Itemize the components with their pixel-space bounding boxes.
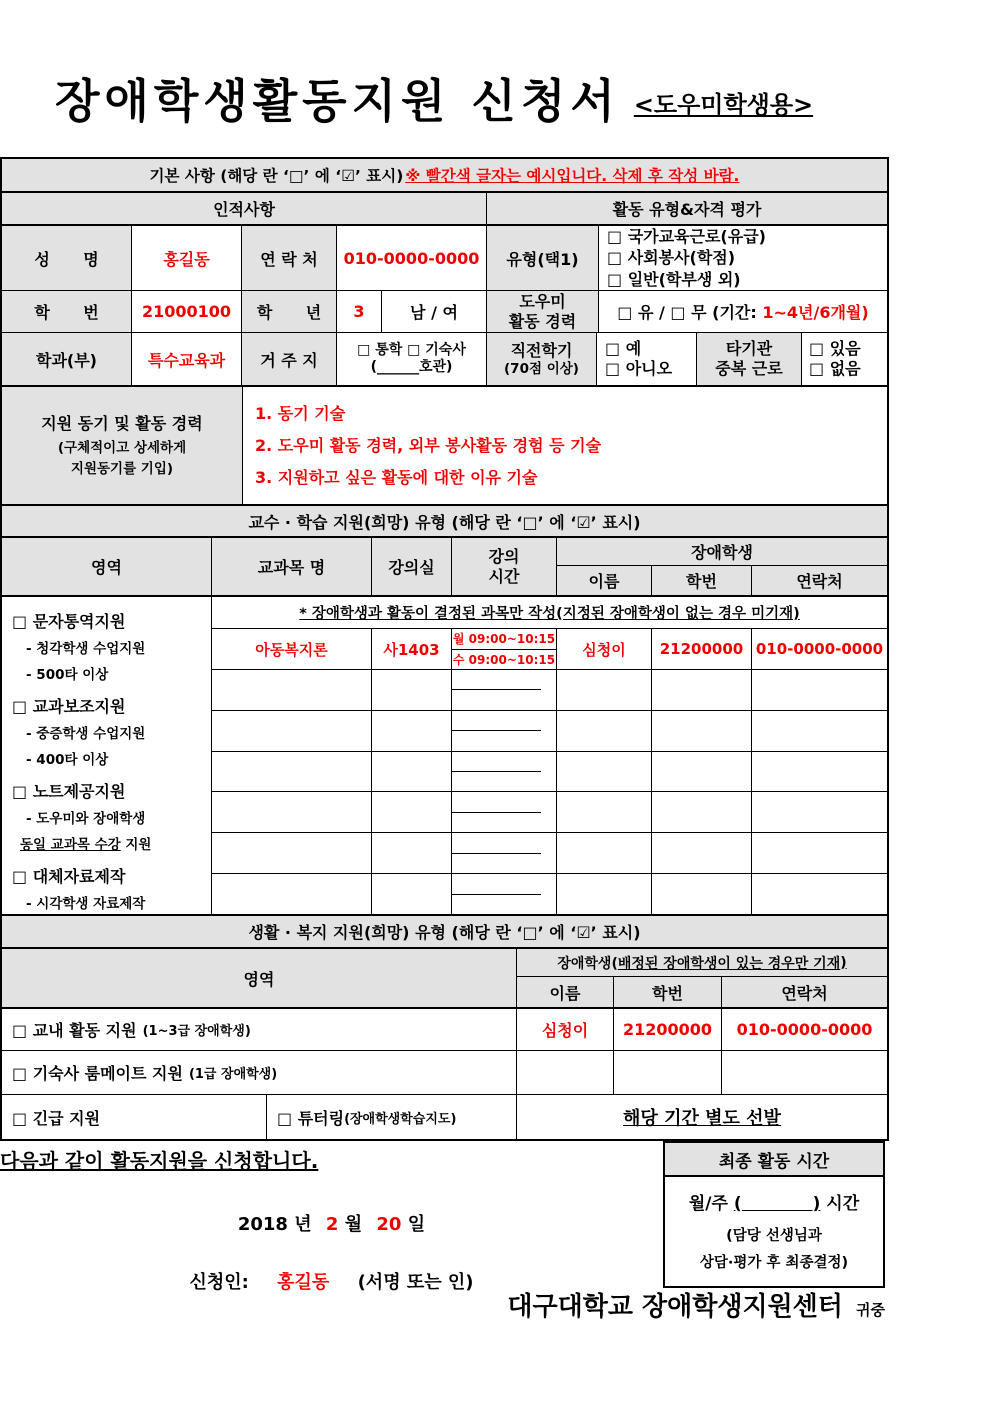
final-time-body bbox=[665, 1177, 883, 1286]
main-form-table bbox=[0, 157, 889, 1141]
table-row bbox=[212, 833, 887, 874]
motive-content-cell[interactable] bbox=[243, 387, 887, 504]
other-org-label bbox=[697, 333, 802, 385]
teaching-column-header-row bbox=[2, 538, 887, 597]
time-cell[interactable] bbox=[452, 874, 557, 914]
name-cell[interactable] bbox=[557, 752, 652, 792]
room-cell[interactable] bbox=[372, 874, 452, 914]
basic-instruction-row bbox=[2, 159, 887, 193]
title-row bbox=[55, 76, 940, 127]
life-col-header-student-no: 학번 bbox=[614, 977, 722, 1007]
page-title: 장애학생활동지원 신청서 bbox=[55, 74, 620, 128]
col-header-contact: 연락처 bbox=[796, 572, 843, 591]
student-no-cell[interactable] bbox=[652, 874, 752, 914]
prev-semester-label-line2: (70점 이상) bbox=[504, 360, 579, 377]
year-label: 학 년 bbox=[242, 291, 337, 332]
checkbox-option-general[interactable]: □ 일반(학부생 외) bbox=[607, 269, 741, 289]
final-time-header: 최종 활동 시간 bbox=[665, 1143, 883, 1177]
area-subitem: - 400타 이상 bbox=[26, 751, 109, 768]
motive-row bbox=[2, 387, 887, 506]
name-cell[interactable] bbox=[557, 711, 652, 751]
col-header-time-line2: 시간 bbox=[488, 566, 520, 586]
checkbox-option-national-work[interactable]: □ 국가교육근로(유급) bbox=[607, 227, 766, 247]
time-cell[interactable] bbox=[452, 752, 557, 792]
contact-cell[interactable] bbox=[752, 752, 887, 792]
teaching-section-header-row bbox=[2, 506, 887, 538]
area-subitem-underlined: 동일 교과목 수강 bbox=[20, 836, 121, 853]
other-org-label-line1: 타기관 bbox=[725, 339, 773, 358]
life-name-value: 심청이 bbox=[517, 1009, 614, 1050]
student-no-label: 학 번 bbox=[2, 291, 132, 332]
helper-exp-cell[interactable] bbox=[599, 291, 887, 332]
footer-suffix: 귀중 bbox=[856, 1301, 885, 1319]
life-student-no-cell[interactable] bbox=[614, 1051, 722, 1094]
separate-selection-note: 해당 기간 별도 선발 bbox=[623, 1108, 781, 1129]
subject-cell[interactable] bbox=[212, 792, 372, 832]
motive-line-3: 3. 지원하고 싶은 활동에 대한 이유 기술 bbox=[255, 467, 538, 487]
student-no-row bbox=[2, 291, 887, 333]
final-time-line1 bbox=[669, 1189, 879, 1214]
helper-exp-checkboxes[interactable]: □ 유 / □ 무 (기간: bbox=[617, 303, 763, 322]
name-value: 홍길동 bbox=[132, 226, 242, 290]
checkbox-option-social-service[interactable]: □ 사회봉사(학점) bbox=[607, 248, 736, 268]
time-cell[interactable] bbox=[452, 792, 557, 832]
teaching-section-header: 교수 · 학습 지원(희망) 유형 (해당 란 ‘□’ 에 ‘☑’ 표시) bbox=[248, 512, 641, 532]
date-day-unit: 일 bbox=[407, 1214, 426, 1235]
form-type-tag: <도우미학생용> bbox=[633, 90, 814, 119]
date-day: 20 bbox=[376, 1214, 402, 1235]
life-section-header: 생활 · 복지 지원(희망) 유형 (해당 란 ‘□’ 에 ‘☑’ 표시) bbox=[248, 923, 641, 942]
applicant-name: 홍길동 bbox=[277, 1272, 330, 1293]
date-year: 2018 bbox=[237, 1214, 288, 1235]
basic-instruction-text: 기본 사항 (해당 란 ‘□’ 에 ‘☑’ 표시) bbox=[149, 167, 404, 185]
motive-line-2: 2. 도우미 활동 경력, 외부 봉사활동 경험 등 기술 bbox=[255, 435, 602, 455]
helper-exp-period-example: 1~4년/6개월) bbox=[762, 303, 869, 322]
area-subitem-rest: 지원 bbox=[120, 836, 152, 853]
name-row bbox=[2, 226, 887, 291]
student-group-suffix: ) bbox=[840, 954, 847, 971]
time-cell[interactable] bbox=[452, 711, 557, 751]
time-value-cell bbox=[452, 629, 557, 669]
name-label: 성 명 bbox=[2, 226, 132, 290]
section-header-row bbox=[2, 193, 887, 226]
tutoring-label-note: (장애학생학습지도) bbox=[344, 1111, 457, 1127]
gender-value: 남 / 여 bbox=[382, 291, 487, 332]
type-label: 유형(택1) bbox=[487, 226, 599, 290]
contact-value: 010-0000-0000 bbox=[337, 226, 487, 290]
basic-instruction-cell bbox=[2, 159, 887, 191]
life-col-header-contact: 연락처 bbox=[781, 983, 828, 1003]
date-month: 2 bbox=[325, 1214, 339, 1235]
life-col-header-disabled-student bbox=[517, 949, 887, 977]
col-header-disabled-student: 장애학생 bbox=[557, 538, 887, 566]
final-time-line3: 상담·평가 후 최종결정) bbox=[699, 1255, 849, 1271]
helper-exp-label-line1: 도우미 bbox=[519, 291, 566, 311]
life-row-label-note: (1~3급 장애학생) bbox=[142, 1024, 251, 1039]
subject-cell[interactable] bbox=[212, 752, 372, 792]
student-no-cell[interactable] bbox=[652, 711, 752, 751]
motive-label-line1: 지원 동기 및 활동 경력 bbox=[41, 414, 203, 434]
teaching-note: * 장애학생과 활동이 결정된 과목만 작성(지정된 장애학생이 없는 경우 미기재) bbox=[299, 606, 800, 623]
department-row bbox=[2, 333, 887, 387]
room-cell[interactable] bbox=[372, 670, 452, 710]
life-row-label: □ 교내 활동 지원 bbox=[12, 1021, 137, 1040]
student-no-cell[interactable] bbox=[652, 752, 752, 792]
subject-cell[interactable] bbox=[212, 711, 372, 751]
checkbox-item-note-support[interactable]: □ 노트제공지원 bbox=[12, 781, 126, 801]
activity-type-header: 활동 유형&자격 평가 bbox=[487, 193, 887, 224]
col-header-time bbox=[452, 538, 557, 595]
name-cell[interactable] bbox=[557, 792, 652, 832]
room-cell[interactable] bbox=[372, 833, 452, 873]
time-value-line2: 수 09:00~10:15 bbox=[452, 652, 556, 667]
tutoring-label: □ 튜터링 bbox=[277, 1108, 345, 1128]
final-time-prefix: 월/주 bbox=[688, 1194, 734, 1214]
time-value-line1: 월 09:00~10:15 bbox=[452, 629, 556, 649]
life-contact-cell[interactable] bbox=[722, 1051, 887, 1094]
subject-cell[interactable] bbox=[212, 874, 372, 914]
table-row bbox=[2, 1009, 887, 1051]
checkbox-option-no[interactable]: □ 아니오 bbox=[605, 359, 673, 378]
final-time-line2: (담당 선생님과 bbox=[726, 1228, 822, 1244]
room-value: 사1403 bbox=[372, 629, 452, 669]
col-header-room: 강의실 bbox=[372, 538, 452, 595]
final-time-suffix: 시간 bbox=[820, 1194, 860, 1214]
life-col-header-name: 이름 bbox=[517, 977, 614, 1007]
checkbox-item-transcription[interactable]: □ 문자통역지원 bbox=[12, 611, 126, 631]
applicant-signature-note: (서명 또는 인) bbox=[357, 1272, 474, 1293]
area-subitem-same-course bbox=[20, 833, 151, 853]
final-activity-time-box bbox=[663, 1141, 885, 1288]
col-header-subject: 교과목 명 bbox=[212, 538, 372, 595]
closing-area bbox=[0, 1141, 885, 1294]
motive-line-1: 1. 동기 기술 bbox=[255, 403, 346, 423]
time-cell[interactable] bbox=[452, 670, 557, 710]
table-row bbox=[212, 629, 887, 670]
col-header-student-group bbox=[557, 538, 887, 595]
student-group-prefix: 장애학생( bbox=[557, 955, 618, 972]
table-row bbox=[212, 711, 887, 752]
motive-label-line2: (구체적이고 상세하게 bbox=[57, 440, 187, 457]
contact-cell[interactable] bbox=[752, 874, 887, 914]
checkbox-item-subject-assist[interactable]: □ 교과보조지원 bbox=[12, 696, 126, 716]
life-name-cell[interactable] bbox=[517, 1051, 614, 1094]
col-header-student-no: 학번 bbox=[652, 566, 752, 595]
student-contact-value: 010-0000-0000 bbox=[755, 640, 884, 659]
other-org-label-line2: 중복 근로 bbox=[715, 359, 783, 378]
time-cell[interactable] bbox=[452, 833, 557, 873]
department-label: 학과(부) bbox=[2, 333, 132, 385]
table-row bbox=[212, 792, 887, 833]
separate-selection-cell bbox=[517, 1095, 887, 1139]
name-cell[interactable] bbox=[557, 833, 652, 873]
checkbox-item-urgent-support[interactable] bbox=[2, 1095, 267, 1139]
room-cell[interactable] bbox=[372, 711, 452, 751]
subject-cell[interactable] bbox=[212, 833, 372, 873]
teaching-rows-container bbox=[212, 597, 887, 914]
residence-label: 거 주 지 bbox=[242, 333, 337, 385]
checkbox-option-exists[interactable]: □ 있음 bbox=[809, 339, 861, 358]
student-no-cell[interactable] bbox=[652, 792, 752, 832]
life-col-header-student-group bbox=[517, 949, 887, 1007]
motive-label-line3: 지원동기를 기입) bbox=[70, 460, 174, 477]
life-row-label-note: (1급 장애학생) bbox=[188, 1067, 278, 1082]
life-section-header-row bbox=[2, 916, 887, 949]
area-subitem: - 중증학생 수업지원 bbox=[26, 725, 146, 742]
life-row-label: □ 기숙사 룸메이트 지원 bbox=[12, 1064, 183, 1083]
urgent-label: □ 긴급 지원 bbox=[12, 1108, 101, 1128]
red-example-note: ※ 빨간색 글자는 예시입니다. 삭제 후 작성 바람. bbox=[405, 167, 740, 185]
student-name-value: 심청이 bbox=[557, 629, 652, 669]
contact-cell[interactable] bbox=[752, 792, 887, 832]
motive-label bbox=[2, 387, 243, 504]
other-org-options-cell bbox=[802, 333, 887, 385]
declaration-text: 다음과 같이 활동지원을 신청합니다. bbox=[0, 1149, 319, 1173]
personal-info-header: 인적사항 bbox=[2, 193, 487, 224]
student-no-value: 21000100 bbox=[132, 291, 242, 332]
final-time-blank-field[interactable]: ( ) bbox=[733, 1194, 821, 1214]
table-row bbox=[212, 874, 887, 914]
student-group-underlined: 배정된 장애학생이 있는 경우만 기재 bbox=[617, 955, 841, 972]
footer-organization: 대구대학교 장애학생지원센터 bbox=[507, 1292, 843, 1322]
subject-cell[interactable] bbox=[212, 670, 372, 710]
contact-cell[interactable] bbox=[752, 711, 887, 751]
contact-cell[interactable] bbox=[752, 833, 887, 873]
residence-options-cell[interactable] bbox=[337, 333, 487, 385]
checkbox-item-campus-activity[interactable] bbox=[2, 1009, 517, 1050]
contact-cell[interactable] bbox=[752, 670, 887, 710]
contact-label: 연 락 처 bbox=[242, 226, 337, 290]
checkbox-item-alt-material[interactable]: □ 대체자료제작 bbox=[12, 866, 126, 886]
checkbox-item-dorm-roommate[interactable] bbox=[2, 1051, 517, 1094]
date-month-unit: 월 bbox=[344, 1214, 363, 1235]
area-subitem: - 도우미와 장애학생 bbox=[26, 810, 146, 827]
table-row bbox=[212, 670, 887, 711]
room-cell[interactable] bbox=[372, 752, 452, 792]
area-subitem: - 청각학생 수업지원 bbox=[26, 640, 146, 657]
name-cell[interactable] bbox=[557, 670, 652, 710]
table-row bbox=[212, 752, 887, 793]
table-row bbox=[2, 1051, 887, 1095]
life-column-header-row bbox=[2, 949, 887, 1009]
name-cell[interactable] bbox=[557, 874, 652, 914]
prev-semester-label bbox=[487, 333, 597, 385]
teaching-body-row bbox=[2, 597, 887, 916]
helper-exp-label bbox=[487, 291, 599, 332]
helper-exp-label-line2: 활동 경력 bbox=[508, 311, 577, 331]
prev-semester-options-cell bbox=[597, 333, 697, 385]
student-no-value: 21200000 bbox=[652, 629, 752, 669]
date-year-unit: 년 bbox=[294, 1214, 312, 1235]
col-header-area: 영역 bbox=[2, 538, 212, 595]
prev-semester-label-line1: 직전학기 bbox=[510, 340, 573, 360]
checkbox-option-yes[interactable]: □ 예 bbox=[605, 339, 642, 358]
life-student-no-value: 21200000 bbox=[614, 1009, 722, 1050]
col-header-time-line1: 강의 bbox=[488, 546, 520, 566]
department-value: 특수교육과 bbox=[132, 333, 242, 385]
residence-checkboxes[interactable]: □ 통학 □ 기숙사 bbox=[357, 341, 466, 358]
col-header-name: 이름 bbox=[557, 566, 652, 595]
checkbox-option-none[interactable]: □ 없음 bbox=[809, 359, 861, 378]
residence-dorm-blank: (______호관) bbox=[370, 359, 453, 375]
student-no-cell[interactable] bbox=[652, 670, 752, 710]
closing-left bbox=[0, 1141, 663, 1294]
student-no-cell[interactable] bbox=[652, 833, 752, 873]
applicant-label: 신청인: bbox=[189, 1272, 249, 1293]
type-options-cell bbox=[599, 226, 887, 290]
life-col-header-area: 영역 bbox=[2, 949, 517, 1007]
table-row bbox=[2, 1095, 887, 1139]
teaching-note-row bbox=[212, 597, 887, 629]
area-subitem: - 500타 이상 bbox=[26, 666, 109, 683]
subject-value: 아동복지론 bbox=[212, 629, 372, 669]
year-value: 3 bbox=[337, 291, 382, 332]
checkbox-item-tutoring[interactable] bbox=[267, 1095, 517, 1139]
area-subitem: - 시각학생 자료제작 bbox=[26, 895, 146, 912]
area-checklist-cell bbox=[2, 597, 212, 914]
room-cell[interactable] bbox=[372, 792, 452, 832]
footer-line bbox=[0, 1286, 885, 1323]
life-contact-value: 010-0000-0000 bbox=[736, 1020, 873, 1039]
date-line bbox=[0, 1210, 663, 1236]
